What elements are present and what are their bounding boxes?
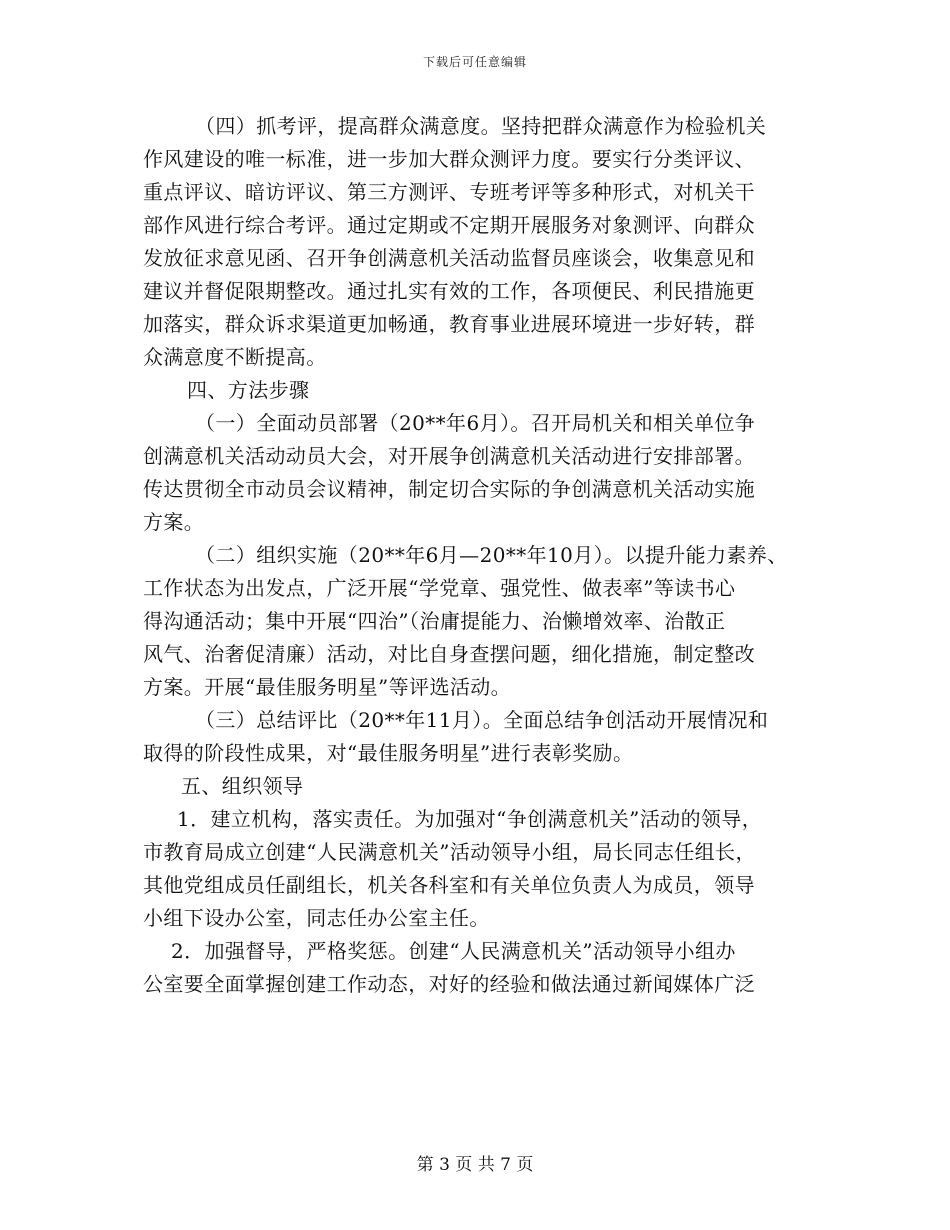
paragraph-line: 风气、治奢促清廉）活动，对比自身查摆问题，细化措施，制定整改 [143, 642, 755, 666]
paragraph-line: （三）总结评比（20**年11月）。全面总结争创活动开展情况和 [195, 708, 769, 732]
paragraph-line: 重点评议、暗访评议、第三方测评、专班考评等多种形式，对机关干 [143, 180, 755, 204]
paragraph-line: （四）抓考评，提高群众满意度。坚持把群众满意作为检验机关 [195, 114, 767, 138]
paragraph-line: （一）全面动员部署（20**年6月）。召开局机关和相关单位争 [195, 411, 756, 435]
paragraph-line: （二）组织实施（20**年6月—20**年10月）。以提升能力素养、 [195, 543, 788, 567]
paragraph-line: 部作风进行综合考评。通过定期或不定期开展服务对象测评、向群众 [143, 213, 755, 237]
paragraph-line: 发放征求意见函、召开争创满意机关活动监督员座谈会，收集意见和 [143, 246, 755, 270]
section-heading: 五、组织领导 [181, 774, 304, 798]
paragraph-line: 小组下设办公室，同志任办公室主任。 [143, 906, 490, 930]
paragraph-line: 建议并督促限期整改。通过扎实有效的工作，各项便民、利民措施更 [143, 279, 755, 303]
paragraph-line: 创满意机关活动动员大会，对开展争创满意机关活动进行安排部署。 [143, 444, 755, 468]
paragraph-line: 公室要全面掌握创建工作动态，对好的经验和做法通过新闻媒体广泛 [143, 972, 755, 996]
page-number-footer: 第 3 页 共 7 页 [416, 1155, 534, 1175]
page-header: 下载后可任意编辑 [422, 55, 527, 69]
paragraph-line: 作风建设的唯一标准，进一步加大群众测评力度。要实行分类评议、 [143, 147, 755, 171]
paragraph-line: 工作状态为出发点，广泛开展“学党章、强党性、做表率”等读书心 [143, 576, 736, 600]
document-body [143, 110, 823, 1001]
paragraph-line: 1．建立机构，落实责任。为加强对“争创满意机关”活动的领导， [177, 807, 763, 831]
section-heading: 四、方法步骤 [187, 378, 310, 402]
paragraph-line: 其他党组成员任副组长，机关各科室和有关单位负责人为成员，领导 [143, 873, 755, 897]
paragraph-line: 传达贯彻全市动员会议精神，制定切合实际的争创满意机关活动实施 [143, 477, 755, 501]
paragraph-line: 得沟通活动；集中开展“四治”（治庸提能力、治懒增效率、治散正 [143, 609, 726, 633]
paragraph-line: 市教育局成立创建“人民满意机关”活动领导小组，局长同志任组长， [143, 840, 756, 864]
paragraph-line: 取得的阶段性成果，对“最佳服务明星”进行表彰奖励。 [143, 741, 634, 765]
paragraph-line: 方案。开展“最佳服务明星”等评选活动。 [143, 675, 512, 699]
paragraph-line: 2．加强督导，严格奖惩。创建“人民满意机关”活动领导小组办 [171, 939, 736, 963]
paragraph-line: 加落实，群众诉求渠道更加畅通，教育事业进展环境进一步好转，群 [143, 312, 755, 336]
paragraph-line: 众满意度不断提高。 [143, 345, 327, 369]
paragraph-line: 方案。 [143, 510, 205, 534]
